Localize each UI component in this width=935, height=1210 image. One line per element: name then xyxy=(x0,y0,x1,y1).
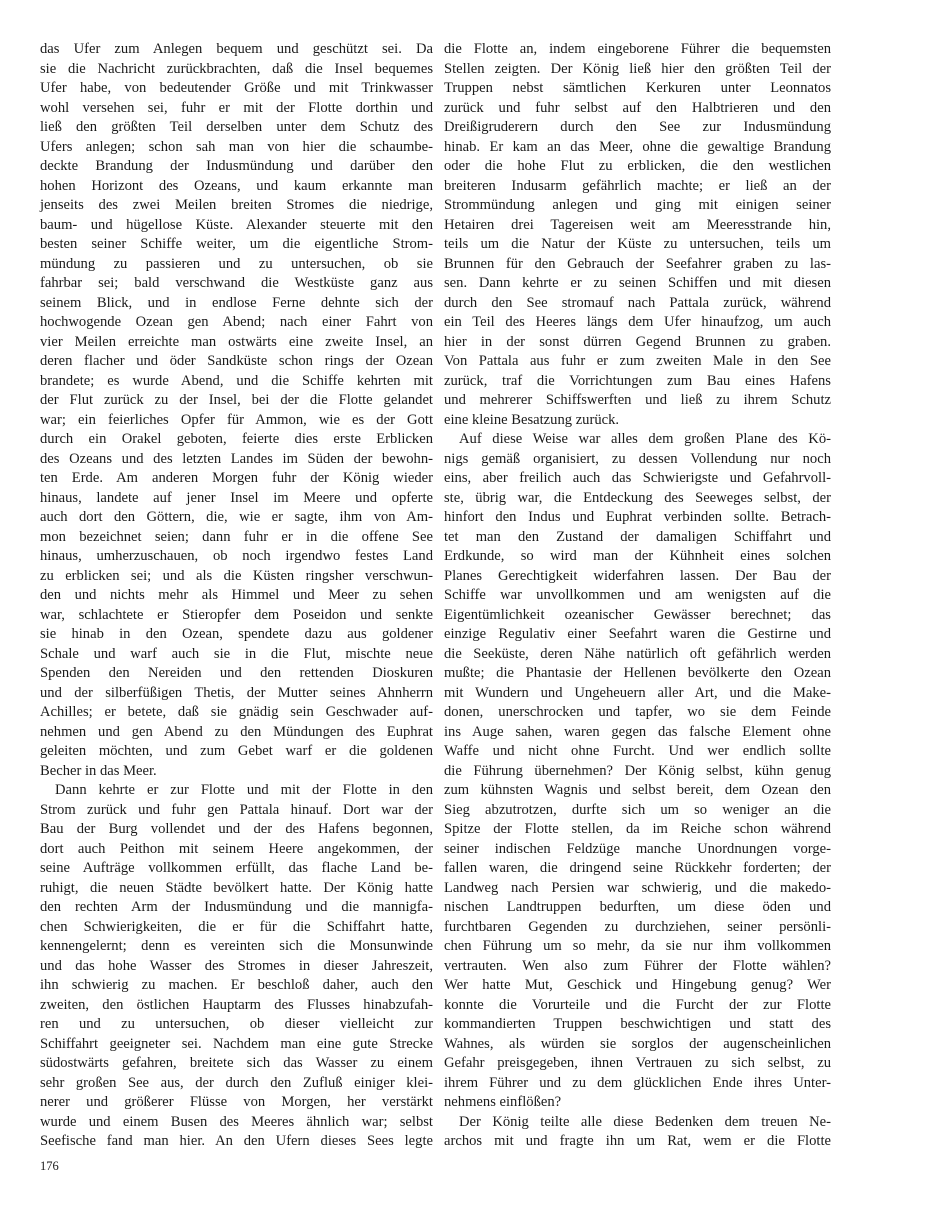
text-line: Schiffahrt geeigneter sei. Nachdem man eine gute Strecke xyxy=(40,1035,433,1052)
text-line: Strommündung anlegen und ging mit einigen seiner xyxy=(444,197,831,213)
text-line: deren flacher und öder Sandküste schon rings der Ozean xyxy=(40,353,433,369)
paragraph xyxy=(40,40,433,781)
text-line: war, schlachtete er Stieropfer dem Poseidon und senkte xyxy=(40,606,433,623)
text-line: archos mit und fragte ihn um Rat, wem er die Flotte xyxy=(444,1133,831,1149)
text-line: Stellen zeigten. Der König ließ hier den größten Teil der xyxy=(444,60,831,77)
text-line: eins, aber freilich auch das Schwierigste und Gefahrvoll- xyxy=(444,470,831,486)
text-line: Wahnes, als würden sie sorglos der augenscheinlichen xyxy=(444,1035,831,1052)
text-line: hinaus, umherzuschauen, ob noch irgendwo festes Land xyxy=(40,548,433,564)
text-line: tet man den Zustand der damaligen Schiffahrt und xyxy=(444,528,831,545)
text-line: vier Meilen erreichte man ostwärts eine zweite Insel, an xyxy=(40,333,433,350)
text-line: ließ den größten Teil derselben unter dem Schutz des xyxy=(40,119,433,135)
text-line: nigs gemäß organisiert, zu dessen Vollendung nur noch xyxy=(444,450,831,467)
text-line: die Führung übernehmen? Der König selbst, kühn genug xyxy=(444,762,831,779)
text-line: Achilles; er betete, daß sie gnädig sein Geschwader auf- xyxy=(40,704,433,720)
text-line: sehr großen See aus, der durch den Zufluß einiger klei- xyxy=(40,1074,433,1091)
text-line: Seefische fand man hier. An den Ufern dieses Sees legte xyxy=(40,1133,433,1149)
text-line: Ufers anlegen; schon sah man von hier die schaumbe- xyxy=(40,138,433,155)
text-line: besten seiner Schiffe weiter, um die eigentliche Strom- xyxy=(40,236,433,252)
text-line: eine kleine Besatzung zurück. xyxy=(444,411,620,428)
text-line: seinem Blick, und in endlose Ferne dehnte sich der xyxy=(40,294,433,311)
text-line: ins Auge sahen, waren gegen das falsche Element ohne xyxy=(444,723,831,740)
text-line: Dreißigruderern durch den See zur Indusmündung xyxy=(444,119,831,135)
text-line: durch ein Orakel geboten, feierte dies erste Erblicken xyxy=(40,431,433,447)
paragraph xyxy=(40,781,433,1152)
text-line: ren und zu untersuchen, ob dieser vielleicht zur xyxy=(40,1016,433,1032)
text-line: ten Erde. Am anderen Morgen fuhr der König wieder xyxy=(40,470,433,486)
text-line: breiteren Indusarm gefährlich machte; er ließ an der xyxy=(444,177,831,194)
text-line: des Ozeans und des letzten Landes im Süden der bewohn- xyxy=(40,450,433,467)
text-line: zu erblicken sei; und als die Küsten ringsher verschwun- xyxy=(40,567,433,584)
text-line: Dann kehrte er zur Flotte und mit der Flotte in den xyxy=(55,782,433,798)
text-line: deckte Brandung der Indusmündung und darüber den xyxy=(40,158,433,174)
text-line: und der silberfüßigen Thetis, der Mutter seines Ahnherrn xyxy=(40,684,433,701)
text-line: das Ufer zum Anlegen bequem und geschützt sei. Da xyxy=(40,41,433,57)
text-line: Sieg abzutrotzen, durfte sich um so weniger an die xyxy=(444,801,831,818)
text-line: Spenden den Nereiden und den rettenden Dioskuren xyxy=(40,665,433,681)
text-line: ste, übrig war, die Entdeckung des Seeweges selbst, der xyxy=(444,489,831,506)
text-line: den und nichts mehr als Himmel und Meer zu sehen xyxy=(40,587,433,603)
text-line: hochwogende Ozean gen Abend; nach einer Fahrt von xyxy=(40,314,433,330)
text-line: Auf diese Weise war alles dem großen Plane des Kö- xyxy=(459,431,831,447)
text-line: Strom zurück und fuhr gen Pattala hinauf. Dort war der xyxy=(40,801,433,818)
text-line: Bau der Burg vollendet und der des Hafens begonnen, xyxy=(40,821,433,837)
text-line: sen. Dann kehrte er zu seinen Schiffen und mit diesen xyxy=(444,275,831,291)
paragraph xyxy=(444,40,831,430)
text-line: baum- und hügellose Küste. Alexander steuerte mit den xyxy=(40,216,433,233)
text-line: seiner indischen Feldzüge manche Unordnungen vorge- xyxy=(444,840,831,857)
text-line: donen, unerschrocken und tapfer, wo sie dem Feinde xyxy=(444,704,831,720)
text-line: nehmens einflößen? xyxy=(444,1094,562,1110)
text-line: hier in der sonst dürren Gegend Brunnen zu graben. xyxy=(444,333,831,350)
text-line: fallen waren, die dringend seine Rückkehr forderten; der xyxy=(444,860,831,876)
paragraph xyxy=(444,1113,831,1152)
text-line: sie hinab in den Ozean, spendete dazu aus goldener xyxy=(40,626,433,642)
text-line: auch dort den Göttern, die, wie er sagte, ihm von Am- xyxy=(40,509,433,525)
text-line: Waffe und nicht ohne Furcht. Und wer endlich sollte xyxy=(444,743,831,759)
text-line: Schiffe war unvollkommen und am wenigsten auf die xyxy=(444,587,831,603)
text-line: kommandierten Truppen beschwichtigen und statt des xyxy=(444,1016,831,1032)
text-line: hohen Horizont des Ozeans, und kaum erkannte man xyxy=(40,177,433,194)
text-line: konnte die Vorurteile und die Furcht der zur Flotte xyxy=(444,996,831,1013)
paragraph xyxy=(444,430,831,1113)
text-line: zurück, traf die Vorrichtungen zum Bau eines Hafens xyxy=(444,372,831,389)
text-line: sie die Nachricht zurückbrachten, daß die Insel bequemes xyxy=(40,60,433,77)
text-line: seine Aufträge vollkommen erfüllt, das flache Land be- xyxy=(40,860,433,876)
text-line: mündung zu passieren und zu untersuchen, ob sie xyxy=(40,255,433,272)
text-line: Schale und warf auch sie in die Flut, mischte neue xyxy=(40,645,433,662)
text-line: hinab. Er kam an das Meer, ohne die gewaltige Brandung xyxy=(444,138,831,155)
text-line: einzige Regulativ einer Seefahrt waren die Gestirne und xyxy=(444,626,831,642)
page-number: 176 xyxy=(40,1159,59,1173)
text-line: die Flotte an, indem eingeborene Führer die bequemsten xyxy=(444,41,831,57)
text-line: hinaus, landete auf jener Insel im Meere und opferte xyxy=(40,489,433,506)
text-line: ihrem Führer und zu dem glücklichen Ende ihres Unter- xyxy=(444,1074,831,1091)
text-line: Wer hatte Mut, Geschick und Hingebung genug? Wer xyxy=(444,977,831,993)
text-line: nehmen und gen Abend zu den Mündungen des Euphrat xyxy=(40,723,433,740)
text-line: mit Wundern und Ungeheuern aller Art, und die Make- xyxy=(444,684,831,701)
text-line: Landweg nach Persien war schwierig, und die makedo- xyxy=(444,879,831,896)
text-line: geleiten möchten, und zum Gebet warf er die goldenen xyxy=(40,743,433,759)
text-line: furchtbaren Gegenden zu durchziehen, seiner persönli- xyxy=(444,918,831,935)
text-line: chen Führung um so mehr, da sie nur ihm vollkommen xyxy=(444,938,831,954)
text-line: und das hohe Wasser des Stromes in dieser Jahreszeit, xyxy=(40,957,433,974)
text-line: zurück und fuhr selbst auf den Halbtrieren und den xyxy=(444,99,831,116)
text-line: ihn schwierig zu machen. Er beschloß daher, auch den xyxy=(40,977,433,993)
text-line: fahrbar sei; bald verschwand die Westküste ganz aus xyxy=(40,275,433,291)
text-line: Planes Gerechtigkeit widerfahren lassen. Der Bau der xyxy=(444,567,831,584)
text-line: Spitze der Flotte stellen, da im Reiche schon während xyxy=(444,821,831,837)
text-line: den rechten Arm der Indusmündung und die mannigfa- xyxy=(40,899,433,915)
text-line: nischen Landtruppen bedurften, um diese öden und xyxy=(444,899,831,915)
text-line: zum kühnsten Wagnis und selbst bereit, dem Ozean den xyxy=(444,782,831,798)
text-line: chen Schwierigkeiten, die er für die Schiffahrt hatte, xyxy=(40,918,433,935)
text-line: kennengelernt; denn es vereinten sich die Monsunwinde xyxy=(40,938,433,954)
text-line: mon bezeichnet seien; dann fuhr er in die offene See xyxy=(40,528,433,545)
text-line: jenseits des zwei Meilen breiten Stromes die niedrige, xyxy=(40,197,433,213)
text-line: mußte; die Phantasie der Hellenen bevölkerte den Ozean xyxy=(444,665,831,681)
text-area xyxy=(40,40,831,1152)
text-line: nerer und größerer Flüsse von Morgen, her verstärkt xyxy=(40,1094,433,1110)
text-line: der Flut zurück zu der Insel, bei der die Flotte gelandet xyxy=(40,392,433,408)
text-line: Truppen nebst sämtlichen Kerkuren unter Leonnatos xyxy=(444,80,831,96)
text-line: teils um die Natur der Küste zu untersuchen, teils um xyxy=(444,236,831,252)
text-line: hinfort den Indus und Euphrat verbinden sollte. Betrach- xyxy=(444,509,831,525)
text-line: wohl versehen sei, fuhr er mit der Flotte dorthin und xyxy=(40,99,433,116)
text-line: Erdkunde, so wird man der Kühnheit eines solchen xyxy=(444,548,831,564)
text-line: die Seeküste, deren Nähe natürlich oft gefährlich werden xyxy=(444,645,831,662)
text-line: wurde und einem Busen des Meeres ähnlich war; selbst xyxy=(40,1113,433,1130)
text-line: Hetairen drei Tagereisen weit am Meeresstrande hin, xyxy=(444,216,831,233)
text-line: und mehrerer Schiffswerften und ließ zu ihrem Schutz xyxy=(444,392,831,408)
text-line: dort auch Peithon mit seinem Heere angekommen, der xyxy=(40,840,433,857)
text-line: Gefahr preisgegeben, ihnen Vertrauen zu sich selbst, zu xyxy=(444,1055,831,1071)
text-line: ein Teil des Heeres längs dem Ufer hinaufzog, um auch xyxy=(444,314,831,330)
text-line: südostwärts gefahren, breitete sich das Wasser zu einem xyxy=(40,1055,433,1071)
text-line: brandete; es wurde Abend, und die Schiffe kehrten mit xyxy=(40,372,433,389)
text-line: ruhigt, die neuen Städte bevölkert hatte. Der König hatte xyxy=(40,879,433,896)
text-column-right xyxy=(444,40,831,1152)
text-line: oder die hohe Flut zu erblicken, die den westlichen xyxy=(444,158,831,174)
text-line: Der König teilte alle diese Bedenken dem treuen Ne- xyxy=(459,1113,831,1130)
text-line: vertrauten. Wen also zum Führer der Flotte wählen? xyxy=(444,957,831,974)
text-line: Brunnen für den Gebrauch der Seefahrer graben zu las- xyxy=(444,255,831,272)
text-line: zweiten, den östlichen Hauptarm des Flusses hinabzufah- xyxy=(40,996,433,1013)
text-column-left xyxy=(40,40,433,1152)
text-line: Eigentümlichkeit ozeanischer Gewässer berechnet; das xyxy=(444,606,831,623)
text-line: Von Pattala aus fuhr er zum zweiten Male in den See xyxy=(444,353,831,369)
text-line: Becher in das Meer. xyxy=(40,762,157,779)
text-line: durch den See stromauf nach Pattala zurück, während xyxy=(444,294,831,311)
text-line: war; ein feierliches Opfer für Ammon, wie es der Gott xyxy=(40,411,433,428)
text-line: Ufer habe, von bedeutender Größe und mit Trinkwasser xyxy=(40,80,433,96)
